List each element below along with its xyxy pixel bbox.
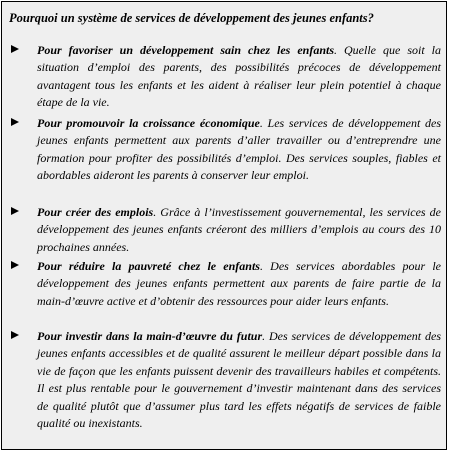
triangle-bullet-icon xyxy=(11,207,19,215)
list-item-body: . Les services de développement des jeunes enfants permettent aux parents d’aller travailler ou d’entreprendre une formation pour profiter des possibilités d’emploi. Des services souples, fiables et abordables aideront les parents à conserver leur emploi. xyxy=(37,116,441,183)
triangle-bullet-icon xyxy=(11,261,19,269)
list-item-heading: Pour investir dans la main-d’œuvre du futur xyxy=(37,329,263,343)
list-item-body: . Des services abordables pour le développement des jeunes enfants permettent aux parents de faire partie de la main-d’œuvre active et d’obtenir des ressources pour aider leurs enfants. xyxy=(37,259,441,308)
triangle-bullet-icon xyxy=(11,45,19,53)
list-item-heading: Pour promouvoir la croissance économique xyxy=(37,116,260,130)
triangle-bullet-icon xyxy=(11,331,19,339)
list-item-heading: Pour réduire la pauvreté chez le enfants xyxy=(37,259,260,273)
list-item-text xyxy=(37,42,441,112)
list-item-body: . Quelle que soit la situation d’emploi des parents, des possibilités précoces de développement avantagent tous les enfants et les aident à réaliser leur plein potentiel à chaque étape de la vie. xyxy=(37,43,442,110)
list-item-body: . Grâce à l’investissement gouvernemental, les services de développement des jeunes enfants créeront des milliers d’emplois au cours des 10 prochaines années. xyxy=(37,205,441,254)
list-item-text xyxy=(37,115,441,185)
list-item-body: . Des services de développement des jeunes enfants accessibles et de qualité assurent le meilleur départ possible dans la vie de façon que les enfants puissent devenir des travailleurs habiles et compétents. Il est plus rentable pour le gouvernement d’investir maintenant dans des services de qualité plutôt que d’assumer plus tard les effets négatifs de services de faible qualité ou inexistants. xyxy=(37,329,441,431)
list-item-text xyxy=(37,258,441,310)
info-box xyxy=(1,1,447,450)
triangle-bullet-icon xyxy=(11,118,19,126)
list-item-text xyxy=(37,328,441,432)
list-item-heading: Pour créer des emplois xyxy=(37,205,154,219)
list-item-text xyxy=(37,204,441,256)
box-title: Pourquoi un système de services de développement des jeunes enfants? xyxy=(9,11,374,25)
list-item-heading: Pour favoriser un développement sain chez les enfants xyxy=(37,43,335,57)
